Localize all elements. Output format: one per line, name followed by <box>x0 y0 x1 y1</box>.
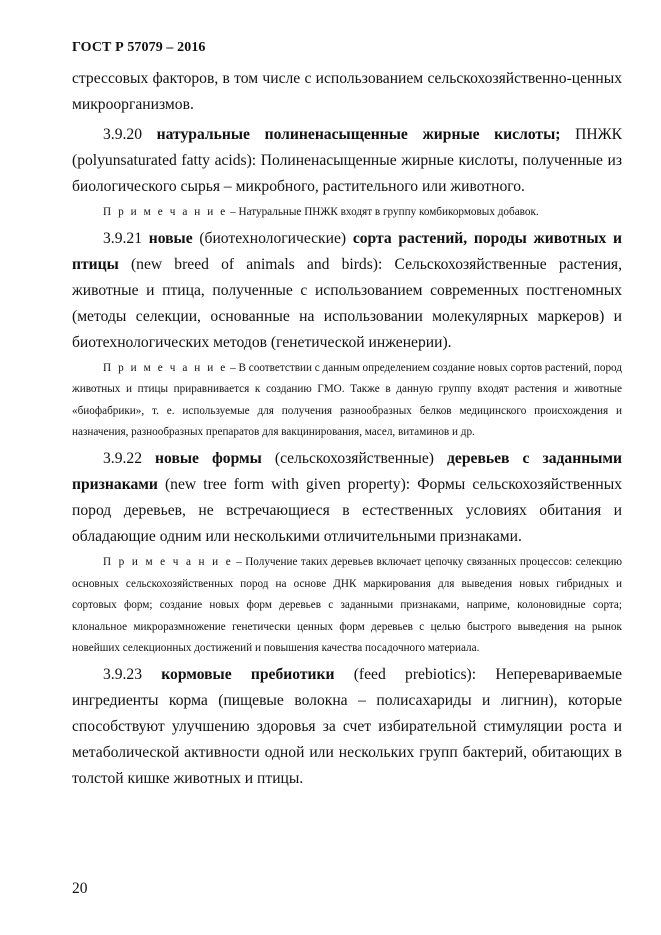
term-title-part1: новые <box>148 229 193 247</box>
term-title: натуральные полиненасыщенные жирные кислоты; <box>156 126 561 143</box>
term-title-part1: новые формы <box>155 449 262 467</box>
term-definition: (new breed of animals and birds): Сельскохозяйственные растения, животные и птица, полученные с использованием современных постгеномных (методы селекции, основанные на использовании молекулярных маркеров) и биотехнологических методов (генетической инженерии). <box>72 255 622 351</box>
term-number: 3.9.23 <box>103 665 162 683</box>
note-3-9-21 <box>72 358 622 444</box>
note-text: – В соответствии с данным определением создание новых сортов растений, пород животных и птицы приравнивается к созданию ГМО. Также в данную группу входят растения и животные «биофабрики», т. е. используемые для получения разнообразных белков медицинского происхождения и назначения, разнообразных препаратов для вакцинирования, масел, витаминов и др. <box>72 361 623 439</box>
term-definition: (new tree form with given property): Формы сельскохозяйственных пород деревьев, не встречающиеся в естественных условиях обитания и обладающие одним или несколькими отличительными признаками. <box>72 475 622 545</box>
document-header: ГОСТ Р 57079 – 2016 <box>72 40 206 55</box>
note-text: – Получение таких деревьев включает цепочку связанных процессов: селекцию основных сельскохозяйственных пород на основе ДНК маркирования для выведения новых гибридных и сортовых форм; создание новых форм деревьев с заданными признаками, наприме, колоновидные сорта; клональное микроразмножение генетически ценных форм деревьев с целью быстрого выведения на рынок новейших селекционных достижений и повышения качества посадочного материала. <box>72 555 623 655</box>
term-title-part2: сорта растений, породы животных и птицы <box>72 229 622 273</box>
note-3-9-20 <box>72 202 622 224</box>
term-qualifier: (биотехнологические) <box>192 229 353 247</box>
term-3-9-20 <box>72 122 622 200</box>
term-3-9-22 <box>72 446 622 550</box>
note-label: П р и м е ч а н и е <box>103 206 228 218</box>
term-title: кормовые пребиотики <box>161 665 335 683</box>
note-text: – Натуральные ПНЖК входят в группу комбикормовых добавок. <box>227 206 539 218</box>
note-3-9-22 <box>72 552 622 660</box>
paragraph-continuation: стрессовых факторов, в том числе с использованием сельскохозяйственно-ценных микроорганизмов. <box>72 70 622 113</box>
term-3-9-21 <box>72 226 622 356</box>
term-definition: (feed prebiotics): Неперевариваемые ингредиенты корма (пищевые волокна – полисахариды и лигнин), которые способствуют улучшению здоровья за счет избирательной стимуляции роста и метаболической активности одной или нескольких групп бактерий, обитающих в толстой кишке животных и птицы. <box>72 665 622 787</box>
term-number: 3.9.21 <box>103 229 149 247</box>
document-body <box>72 66 622 792</box>
term-3-9-23 <box>72 662 622 792</box>
term-title-part2: деревьев с заданными признаками <box>72 449 622 493</box>
note-label: П р и м е ч а н и е <box>103 555 233 568</box>
term-definition: ПНЖК (polyunsaturated fatty acids): Полиненасыщенные жирные кислоты, полученные из биологического сырья – микробного, растительного или животного. <box>72 126 622 195</box>
term-number: 3.9.22 <box>103 449 156 467</box>
term-number: 3.9.20 <box>103 126 157 143</box>
term-qualifier: (сельскохозяйственные) <box>261 449 448 467</box>
note-label: П р и м е ч а н и е <box>103 361 228 374</box>
page-number: 20 <box>72 880 88 897</box>
